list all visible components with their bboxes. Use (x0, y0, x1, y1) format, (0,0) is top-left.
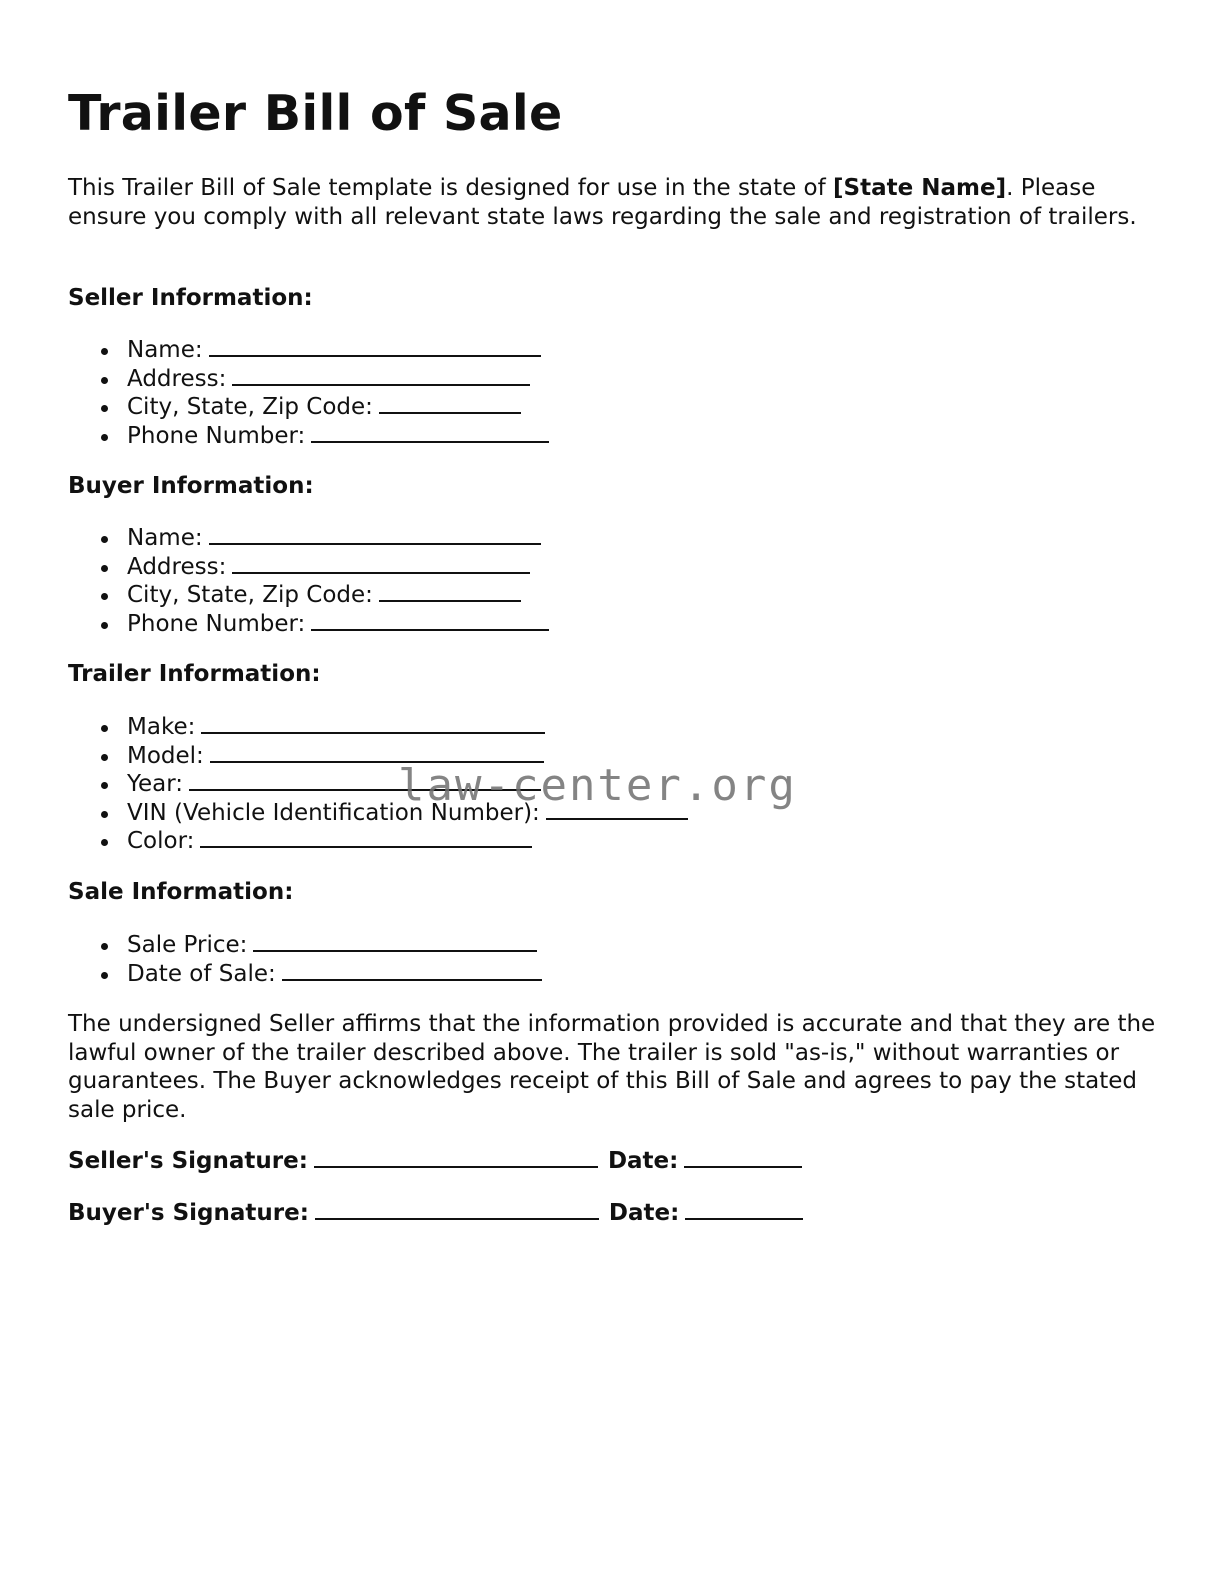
intro-paragraph (68, 174, 1158, 232)
buyer-address-item (68, 553, 549, 582)
trailer-heading: Trailer Information: (68, 661, 321, 687)
field-label: VIN (Vehicle Identification Number): (127, 799, 540, 826)
buyer-signature-label: Buyer's Signature: (68, 1200, 309, 1226)
seller-field-list (68, 336, 549, 450)
seller-city-state-zip-item (68, 393, 549, 422)
sale-price-blank[interactable] (253, 932, 537, 952)
seller-city-state-zip-blank[interactable] (379, 394, 521, 414)
intro-text-end: . Please ensure you comply with all relevant state laws regarding the sale and registration of trailers. (68, 175, 1137, 230)
buyer-name-blank[interactable] (209, 525, 541, 545)
field-label: Phone Number: (127, 422, 306, 449)
buyer-city-state-zip-blank[interactable] (379, 582, 521, 602)
field-label: Name: (127, 525, 203, 551)
seller-address-blank[interactable] (232, 366, 530, 386)
trailer-make-blank[interactable] (201, 714, 545, 734)
field-label: Color: (127, 828, 195, 854)
field-label: Address: (127, 553, 227, 580)
watermark: law-center.org (398, 760, 797, 811)
buyer-phone-blank[interactable] (311, 611, 549, 631)
seller-heading: Seller Information: (68, 285, 313, 311)
buyer-address-blank[interactable] (232, 554, 530, 574)
seller-signature-label: Seller's Signature: (68, 1148, 308, 1174)
state-name-placeholder: [State Name] (833, 175, 1007, 201)
seller-name-blank[interactable] (209, 337, 541, 357)
field-label: Phone Number: (127, 610, 306, 637)
seller-date-blank[interactable] (684, 1148, 802, 1168)
field-label: Year: (127, 771, 184, 797)
seller-address-item (68, 365, 549, 394)
seller-name-item (68, 336, 549, 365)
trailer-color-item (68, 827, 688, 856)
seller-affirmation-paragraph: The undersigned Seller affirms that the information provided is accurate and that they are the lawful owner of the trailer described above. The trailer is sold "as-is," without warranties or guarantees. The Buyer acknowledges receipt of this Bill of Sale and agrees to pay the stated sale price. (68, 1011, 1156, 1123)
seller-date-label: Date: (607, 1148, 679, 1174)
field-label: Sale Price: (127, 932, 248, 958)
sale-date-item (68, 960, 542, 989)
buyer-field-list (68, 524, 549, 638)
field-label: Make: (127, 714, 196, 740)
field-label: Name: (127, 337, 203, 363)
field-label: City, State, Zip Code: (127, 394, 373, 420)
seller-signature-line (68, 1147, 802, 1176)
field-label: Model: (127, 742, 204, 769)
sale-field-list (68, 931, 542, 988)
buyer-date-label: Date: (608, 1200, 680, 1226)
intro-text-start: This Trailer Bill of Sale template is designed for use in the state of (68, 175, 834, 201)
page-title: Trailer Bill of Sale (68, 85, 563, 142)
field-label: Date of Sale: (127, 960, 276, 987)
field-label: City, State, Zip Code: (127, 582, 373, 608)
buyer-signature-line (68, 1199, 803, 1228)
field-label: Address: (127, 365, 227, 392)
trailer-make-item (68, 713, 688, 742)
sale-heading: Sale Information: (68, 879, 294, 905)
buyer-city-state-zip-item (68, 581, 549, 610)
buyer-phone-item (68, 610, 549, 639)
buyer-heading: Buyer Information: (68, 473, 314, 499)
sale-price-item (68, 931, 542, 960)
seller-phone-item (68, 422, 549, 451)
buyer-date-blank[interactable] (685, 1200, 803, 1220)
buyer-signature-blank[interactable] (315, 1200, 599, 1220)
trailer-color-blank[interactable] (200, 828, 532, 848)
sale-date-blank[interactable] (282, 961, 542, 981)
seller-signature-blank[interactable] (314, 1148, 598, 1168)
seller-phone-blank[interactable] (311, 423, 549, 443)
buyer-name-item (68, 524, 549, 553)
